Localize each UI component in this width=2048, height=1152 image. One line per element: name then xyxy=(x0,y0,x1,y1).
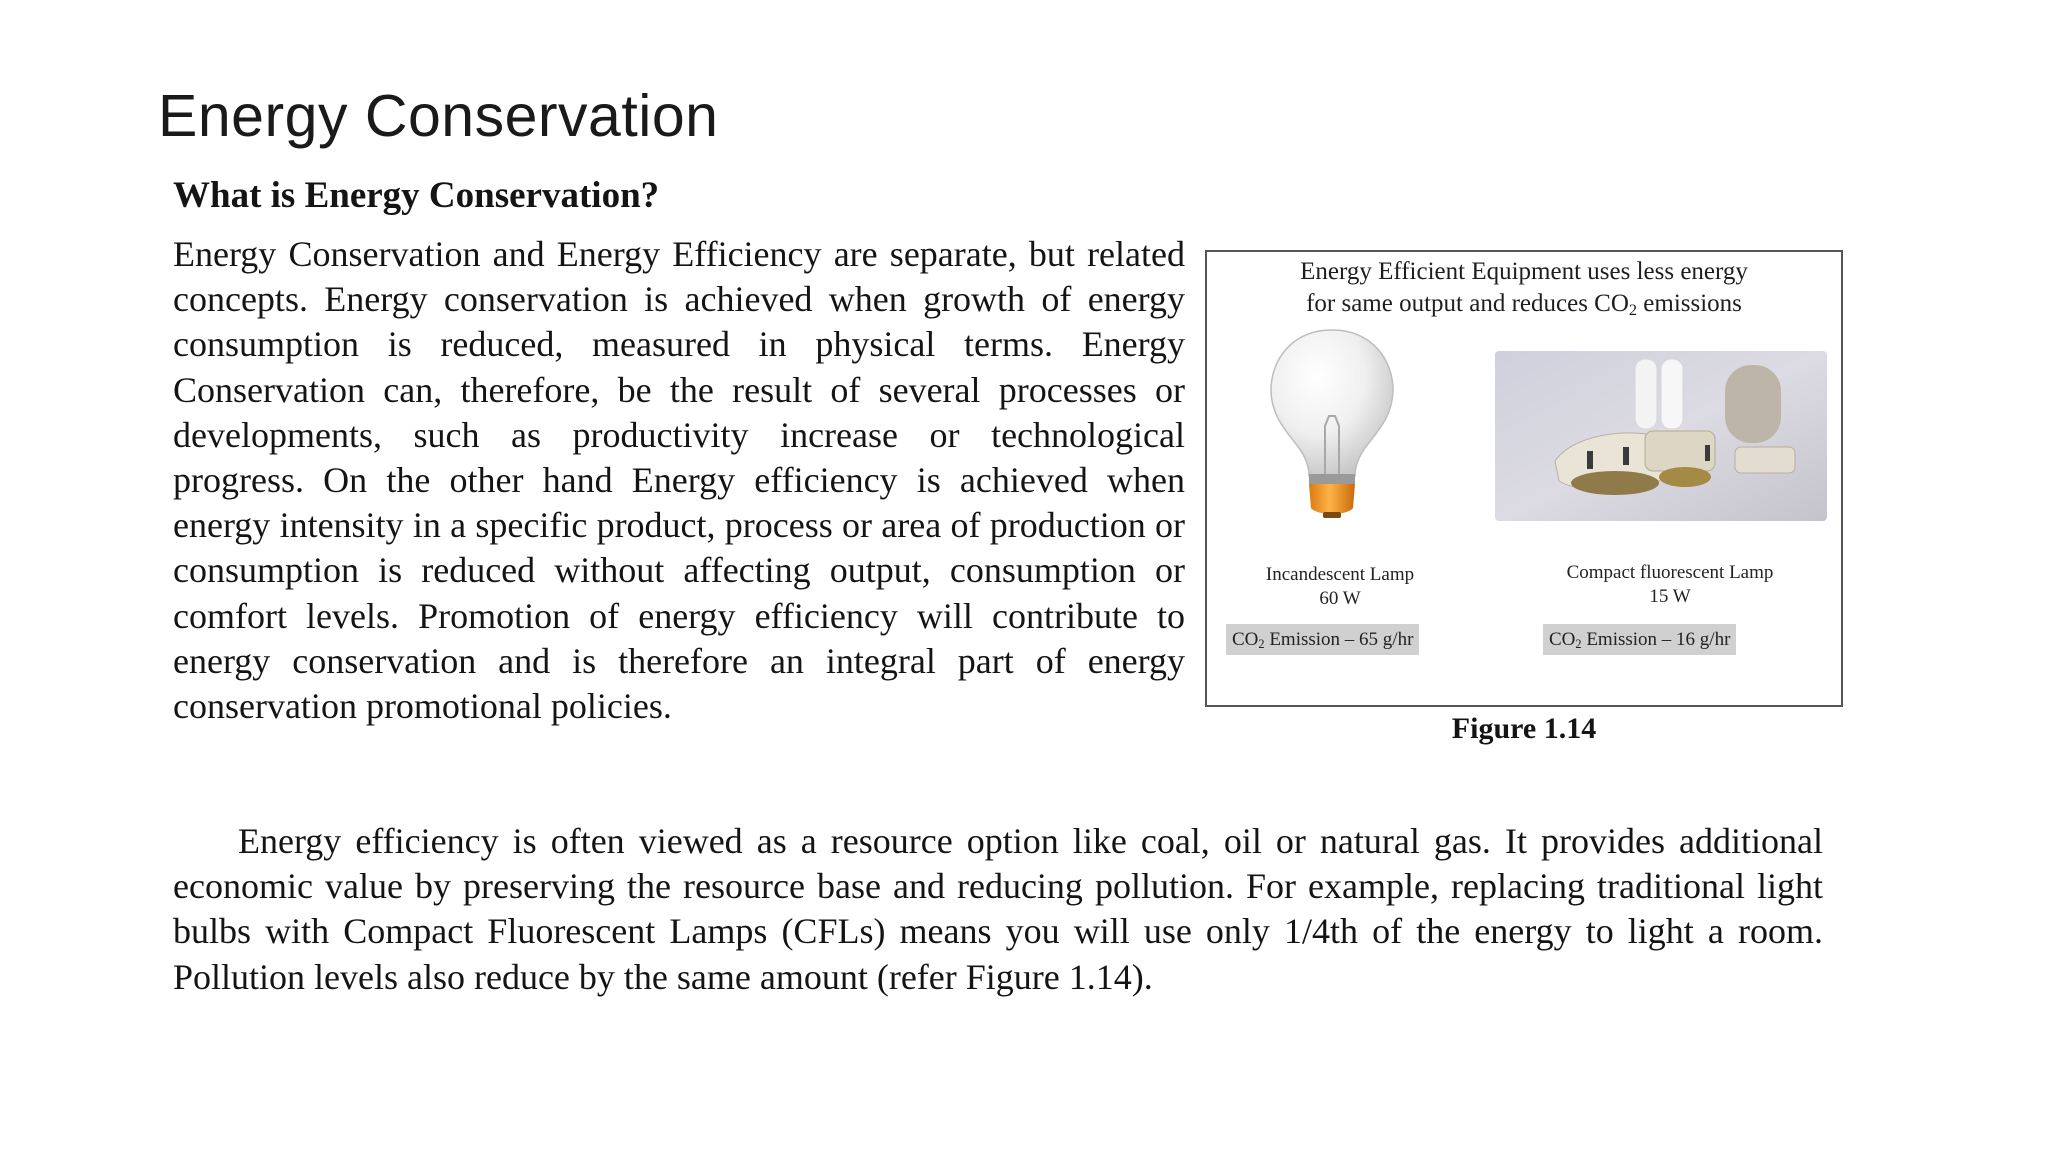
section-heading: What is Energy Conservation? xyxy=(173,175,660,216)
incandescent-lamp-name: Incandescent Lamp xyxy=(1265,564,1415,585)
figure-label: Figure 1.14 xyxy=(1451,712,1597,745)
cfl-emission-subscript: 2 xyxy=(1575,637,1582,652)
incandescent-emission-subscript: 2 xyxy=(1258,637,1265,652)
incandescent-emission-value: Emission – 65 g/hr xyxy=(1264,629,1414,650)
caption-co2-text: for same output and reduces CO xyxy=(1306,290,1629,317)
caption-emissions-text: emissions xyxy=(1637,290,1742,317)
caption-co2-subscript: 2 xyxy=(1628,301,1638,320)
compact-fluorescent-lamp-image xyxy=(1495,351,1827,521)
figure-1-14-box xyxy=(1205,250,1843,707)
incandescent-emission-co: CO xyxy=(1232,629,1259,650)
cfl-lamp-name: Compact fluorescent Lamp xyxy=(1566,562,1774,583)
incandescent-bulb-image xyxy=(1257,324,1407,524)
cfl-emission-value: Emission – 16 g/hr xyxy=(1581,629,1731,650)
figure-caption xyxy=(1207,256,1841,320)
incandescent-lamp-watts: 60 W xyxy=(1319,588,1361,609)
cfl-lamp-watts: 15 W xyxy=(1649,586,1691,607)
paragraph-resource-option: Energy efficiency is often viewed as a resource option like coal, oil or natural gas. It provides additional economic value by preserving the resource base and reducing pollution. For example, replacing traditional light bulbs with Compact Fluorescent Lamps (CFLs) means you will use only 1/4th of the energy to light a room. Pollution levels also reduce by the same amount (refer Figure 1.14). xyxy=(173,821,1823,997)
cfl-lamp-label xyxy=(1525,561,1815,609)
incandescent-emission-badge xyxy=(1226,624,1419,655)
cfl-emission-badge xyxy=(1543,624,1736,655)
figure-caption-line2 xyxy=(1306,290,1742,320)
figure-caption-line1: Energy Efficient Equipment uses less energy xyxy=(1300,258,1748,285)
incandescent-lamp-label xyxy=(1235,563,1445,611)
paragraph-definition: Energy Conservation and Energy Efficiency are separate, but related concepts. Energy conservation is achieved when growth of energy consumption is reduced, measured in physical terms. Energy Conservation can, therefore, be the result of several processes or developments, such as productivity increase or technological progress. On the other hand Energy efficiency is achieved when energy intensity in a specific product, process or area of production or consumption is reduced without affecting output, consumption or comfort levels. Promotion of energy efficiency will contribute to energy conservation and is therefore an integral part of energy conservation promotional policies. xyxy=(173,234,1185,727)
cfl-emission-co: CO xyxy=(1549,629,1576,650)
slide-title: Energy Conservation xyxy=(158,83,719,149)
